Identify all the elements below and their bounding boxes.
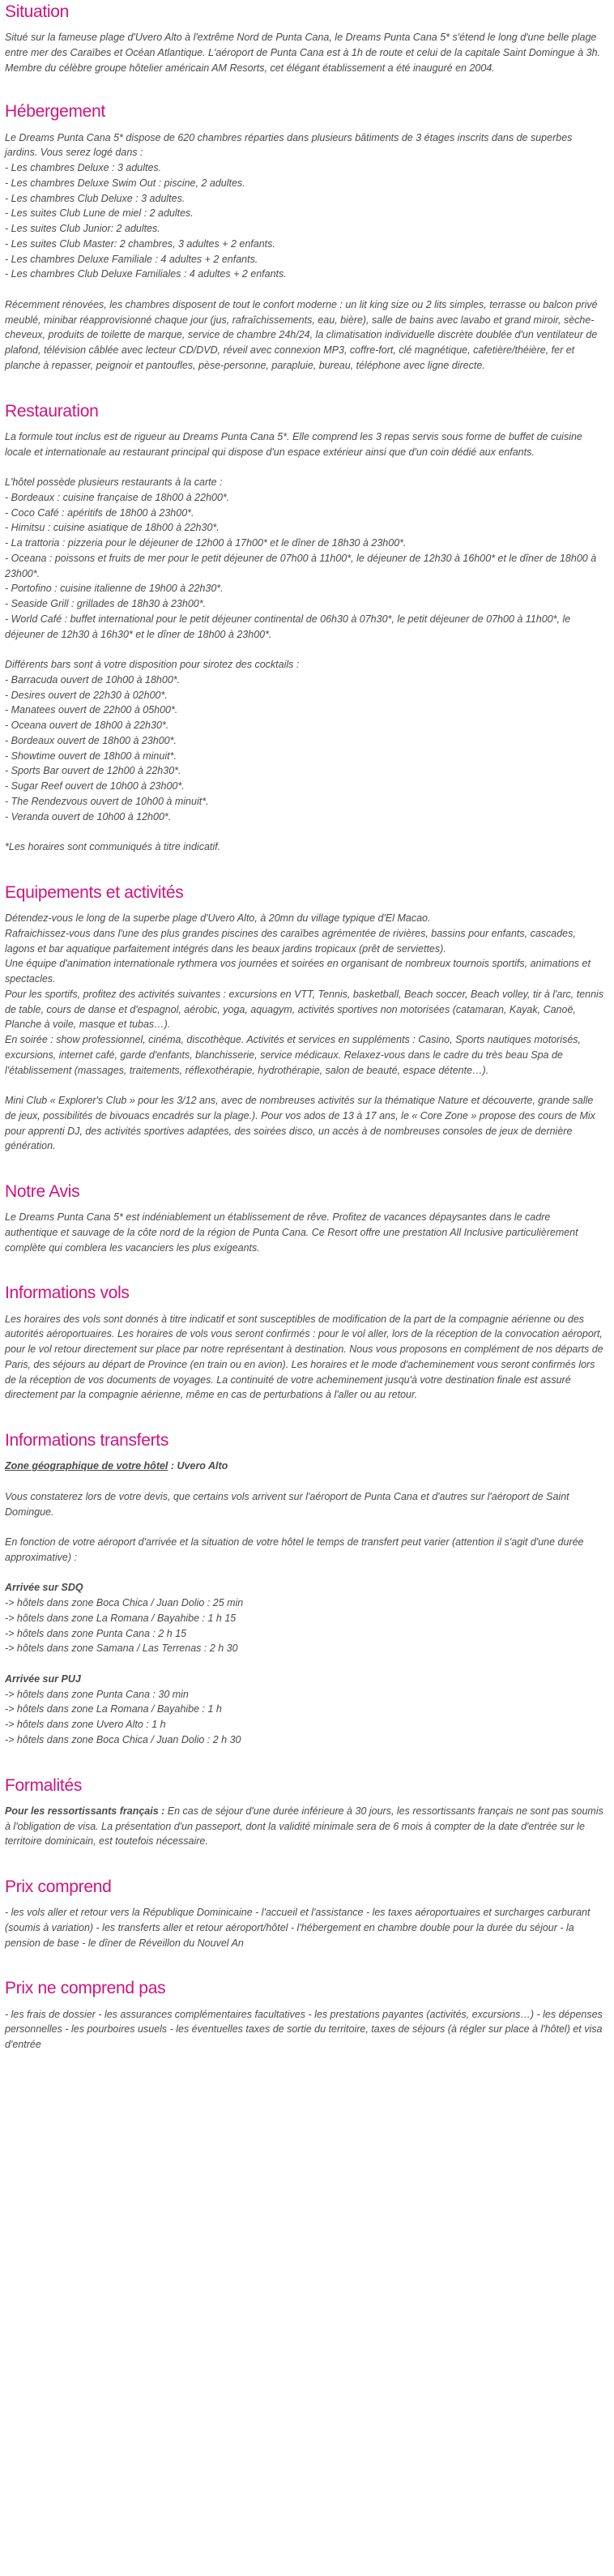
section-avis	[5, 1181, 606, 1255]
hotel-zone-value: : Uvero Alto	[168, 1460, 228, 1472]
list-item: - Desires ouvert de 22h30 à 02h00*.	[5, 689, 168, 701]
list-item: -> hôtels dans zone Punta Cana : 30 min	[5, 1688, 189, 1700]
list-item: - Les suites Club Lune de miel : 2 adultes.	[5, 207, 194, 220]
list-item: - Les chambres Deluxe Swim Out : piscine, 2 adultes.	[5, 177, 245, 189]
list-item: -> hôtels dans zone Samana / Las Terrenas : 2 h 30	[5, 1643, 238, 1655]
situation-text-2: Membre du célèbre groupe hôtelier américain AM Resorts, cet élégant établissement a été inauguré en 2004.	[5, 62, 495, 74]
avis-text: Le Dreams Punta Cana 5* est indéniablement un établissement de rêve. Profitez de vacances dépaysantes dans le cadre authentique et sauvage de la côte nord de la région de Punta Cana. Ce Resort offre une prestation All Inclusive particulièrement complète qui comblera les vacanciers les plus exigeants.	[5, 1211, 578, 1254]
section-title-hebergement: Hébergement	[5, 102, 105, 122]
sdq-transfer-list	[5, 1596, 606, 1656]
equipements-text: Pour les sportifs, profitez des activités suivantes : excursions en VTT, Tennis, basketball, Beach soccer, Beach volley, tir à l'arc, tennis de table, cours de danse et d'espagnol, aérobic, yoga, aquagym, activités sportives non motorisées (catamaran, Kayak, Canoë, Planche à voile, masque et tubas…).	[5, 988, 604, 1031]
transferts-text-1: Vous constaterez lors de votre devis, que certains vols arrivent sur l'aéroport de Punta Cana et d'autres sur l'aéroport de Saint Domingue.	[5, 1490, 569, 1518]
list-item: - Les chambres Club Deluxe Familiales : 4 adultes + 2 enfants.	[5, 268, 287, 280]
list-item: - Les chambres Club Deluxe : 3 adultes.	[5, 192, 185, 204]
vols-text: Les horaires des vols sont donnés à titre indicatif et sont susceptibles de modification de la part de la compagnie aérienne ou des autorités aéroportuaires. Les horaires de vols vous seront confirmés : pour le vol aller, lors de la réception de la convocation aéroport, pour le vol retour directement sur place par notre représentant à destination. Nous vous proposons en complément de nos départs de Paris, des séjours au départ de Province (en train ou en avion). Les horaires et le mode d'acheminement vous seront confirmés lors de la réception de vos documents de voyages. La continuité de votre acheminement jusqu'à votre destination finale est assuré directement par la compagnie aérienne, même en cas de perturbations à l'aller ou au retour.	[5, 1313, 603, 1401]
equipements-text: Une équipe d'animation internationale rythmera vos journées et soirées en organisant de nombreux tournois sportifs, animations et spectacles.	[5, 958, 591, 985]
bars-intro: Différents bars sont à votre disposition pour sirotez des cocktails :	[5, 659, 300, 671]
section-title-prix-comprend: Prix comprend	[5, 1878, 112, 1896]
section-title-vols: Informations vols	[5, 1284, 130, 1303]
section-title-formalites: Formalités	[5, 1775, 83, 1795]
puj-title: Arrivée sur PUJ	[5, 1672, 81, 1685]
list-item: - Coco Café : apéritifs de 18h00 à 23h00*.	[5, 506, 194, 519]
equipements-text: Rafraichissez-vous dans l'une des plus grandes piscines des caraïbes agrémentée de rivières, bassins pour enfants, cascades, lagons et bar aquatique parfaitement intégrés dans les beaux jardins tropicaux (prêt de serviettes).	[5, 927, 576, 955]
list-item: - Himitsu : cuisine asiatique de 18h00 à 22h30*.	[5, 522, 220, 534]
situation-text-1: Situé sur la fameuse plage d'Uvero Alto à l'extrême Nord de Punta Cana, le Dreams Punta Cana 5* s'étend le long d'une belle plage entre mer des Caraïbes et Océan Atlantique. L'aéroport de Punta Cana est à 1h de route et celui de la capitale Saint Domingue à 3h.	[5, 32, 601, 58]
list-item: - Les chambres Deluxe : 3 adultes.	[5, 162, 162, 174]
room-type-list	[5, 160, 606, 282]
list-item: - Manatees ouvert de 22h00 à 05h00*.	[5, 704, 178, 716]
prix-comprend-text: - les vols aller et retour vers la République Dominicaine - l'accueil et l'assistance - les taxes aéroportuaires et surcharges carburant (soumis à variation) - les transferts aller et retour aéroport/hôtel - l'hébergement en chambre double pour la durée du séjour - la pension de base - le dîner de Réveillon du Nouvel An	[5, 1907, 591, 1949]
section-vols	[5, 1283, 606, 1403]
section-title-avis: Notre Avis	[5, 1182, 80, 1201]
list-item: - Portofino : cuisine italienne de 19h00 à 22h30*.	[5, 583, 224, 595]
list-item: - Bordeaux : cuisine française de 18h00 à 22h00*.	[5, 491, 230, 503]
list-item: - Les suites Club Junior: 2 adultes.	[5, 223, 160, 235]
puj-transfer-list	[5, 1687, 606, 1748]
restaurant-list	[5, 490, 606, 643]
restaurants-intro: L'hôtel possède plusieurs restaurants à la carte :	[5, 476, 223, 489]
section-transferts	[5, 1430, 606, 1747]
section-equipements	[5, 882, 606, 1154]
list-item: - La trattoria : pizzeria pour le déjeuner de 12h00 à 17h00* et le dîner de 18h30 à 23h00*.	[5, 537, 407, 549]
list-item: - Sugar Reef ouvert de 10h00 à 23h00*.	[5, 780, 185, 792]
section-restauration	[5, 401, 606, 855]
list-item: - World Café : buffet international pour le petit déjeuner continental de 06h30 à 07h30*, le petit déjeuner de 07h00 à 11h00*, le déjeuner de 12h30 à 16h30* et le dîner de 18h00 à 23h00*.	[5, 613, 571, 640]
section-prix-ne-comprend	[5, 1978, 606, 2052]
list-item: -> hôtels dans zone La Romana / Bayahibe : 1 h	[5, 1703, 222, 1715]
equipements-text: Détendez-vous le long de la superbe plage d'Uvero Alto, à 20mn du village typique d'El Macao.	[5, 912, 431, 924]
list-item: - Bordeaux ouvert de 18h00 à 23h00*.	[5, 734, 177, 746]
section-title-prix-ne-comprend: Prix ne comprend pas	[5, 1979, 166, 1998]
section-formalites	[5, 1775, 606, 1849]
room-equipment-text: Récemment rénovées, les chambres disposent de tout le confort moderne : un lit king size ou 2 lits simples, terrasse ou balcon privé meublé, minibar réapprovisionné chaque jour (jus, rafraîchissements, eau, bière), salle de bains avec lavabo et grand miroir, sèche-cheveux, produits de toilette de marque, service de chambre 24h/24, la climatisation individuelle discrète doublée d'un ventilateur de plafond, télévision câblée avec lecteur CD/DVD, réveil avec connexion MP3, coffre-fort, clé magnétique, cafetière/théière, fer et planche à repasser, peignoir et pantoufles, pèse-personne, parapluie, bureau, téléphone avec ligne directe.	[5, 298, 598, 371]
list-item: - Barracuda ouvert de 10h00 à 18h00*.	[5, 673, 181, 686]
section-prix-comprend	[5, 1877, 606, 1950]
formalites-bold: Pour les ressortissants français :	[5, 1805, 165, 1817]
schedule-note: *Les horaires sont communiqués à titre indicatif.	[5, 841, 221, 853]
hebergement-intro: Le Dreams Punta Cana 5* dispose de 620 chambres réparties dans plusieurs bâtiments de 3 étages inscrits dans de superbes jardins. Vous serez logé dans :	[5, 131, 573, 159]
prix-ne-comprend-text: - les frais de dossier - les assurances complémentaires facultatives - les prestations payantes (activités, excursions…) - les dépenses personnelles - les pourboires usuels - les éventuelles taxes de sortie du territoire, taxes de séjours (à régler sur place à l'hôtel) et visa d'entrée	[5, 2008, 603, 2051]
list-item: - Sports Bar ouvert de 12h00 à 22h30*.	[5, 765, 181, 777]
restauration-intro: La formule tout inclus est de rigueur au Dreams Punta Cana 5*. Elle comprend les 3 repas servis sous forme de buffet de cuisine locale et internationale au restaurant principal qui dispose d'un espace extérieur ainsi que d'un coin dédié aux enfants.	[5, 430, 582, 458]
sdq-title: Arrivée sur SDQ	[5, 1582, 83, 1594]
formalites-text	[5, 1804, 606, 1849]
list-item: -> hôtels dans zone Punta Cana : 2 h 15	[5, 1627, 187, 1639]
list-item: - Oceana : poissons et fruits de mer pour le petit déjeuner de 07h00 à 11h00*, le déjeuner de 12h30 à 16h00* et le dîner de 18h00 à 23h00*.	[5, 552, 597, 579]
equipements-text: En soirée : show professionnel, cinéma, discothèque. Activités et services en suppléments : Casino, Sports nautiques motorisés, excursions, internet café, garde d'enfants, blanchisserie, service médicaux. Relaxez-vous dans le cadre du très beau Spa de l'établissement (massages, traitements, réflexothérapie, hydrothérapie, salon de beauté, espace détente…).	[5, 1034, 582, 1076]
list-item: -> hôtels dans zone Boca Chica / Juan Dolio : 25 min	[5, 1597, 244, 1609]
list-item: -> hôtels dans zone La Romana / Bayahibe : 1 h 15	[5, 1612, 237, 1624]
kids-club-text: Mini Club « Explorer's Club » pour les 3/12 ans, avec de nombreuses activités sur la thématique Nature et découverte, grande salle de jeux, possibilités de bivouacs encadrés sur la plage.). Pour vos ados de 13 à 17 ans, le « Core Zone » propose des cours de Mix pour apprenti DJ, des activités sportives adaptées, des soirées disco, un accès à de nombreuses consoles de jeux de dernière génération.	[5, 1095, 595, 1152]
list-item: -> hôtels dans zone Boca Chica / Juan Dolio : 2 h 30	[5, 1733, 241, 1745]
list-item: - Veranda ouvert de 10h00 à 12h00*.	[5, 810, 172, 822]
list-item: - Les suites Club Master: 2 chambres, 3 adultes + 2 enfants.	[5, 237, 275, 250]
hotel-zone-label: Zone géographique de votre hôtel	[5, 1460, 168, 1472]
hotel-zone	[5, 1459, 606, 1474]
formalites-body: En cas de séjour d'une durée inférieure à 30 jours, les ressortissants français ne sont pas soumis à l'obligation de visa. La présentation d'un passeport, dont la validité minimale sera de 6 mois à compter de la date d'entrée sur le territoire dominicain, est toutefois nécessaire.	[5, 1805, 603, 1848]
list-item: - Oceana ouvert de 18h00 à 22h30*.	[5, 720, 169, 732]
list-item: -> hôtels dans zone Uvero Alto : 1 h	[5, 1719, 166, 1731]
list-item: - Showtime ouvert de 18h00 à minuit*.	[5, 750, 177, 762]
section-hebergement	[5, 101, 606, 373]
list-item: - Les chambres Deluxe Familiale : 4 adultes + 2 enfants.	[5, 253, 258, 265]
list-item: - The Rendezvous ouvert de 10h00 à minuit*.	[5, 795, 209, 807]
list-item: - Seaside Grill : grillades de 18h30 à 23h00*.	[5, 598, 207, 610]
section-title-restauration: Restauration	[5, 401, 99, 421]
section-title-equipements: Equipements et activités	[5, 882, 184, 902]
section-title-transferts: Informations transferts	[5, 1431, 169, 1450]
bar-list	[5, 673, 606, 825]
section-title-situation: Situation	[5, 2, 70, 21]
transferts-text-2: En fonction de votre aéroport d'arrivée et la situation de votre hôtel le temps de transfert peut varier (attention il s'agit d'une durée approximative) :	[5, 1536, 584, 1563]
section-situation	[5, 2, 606, 75]
